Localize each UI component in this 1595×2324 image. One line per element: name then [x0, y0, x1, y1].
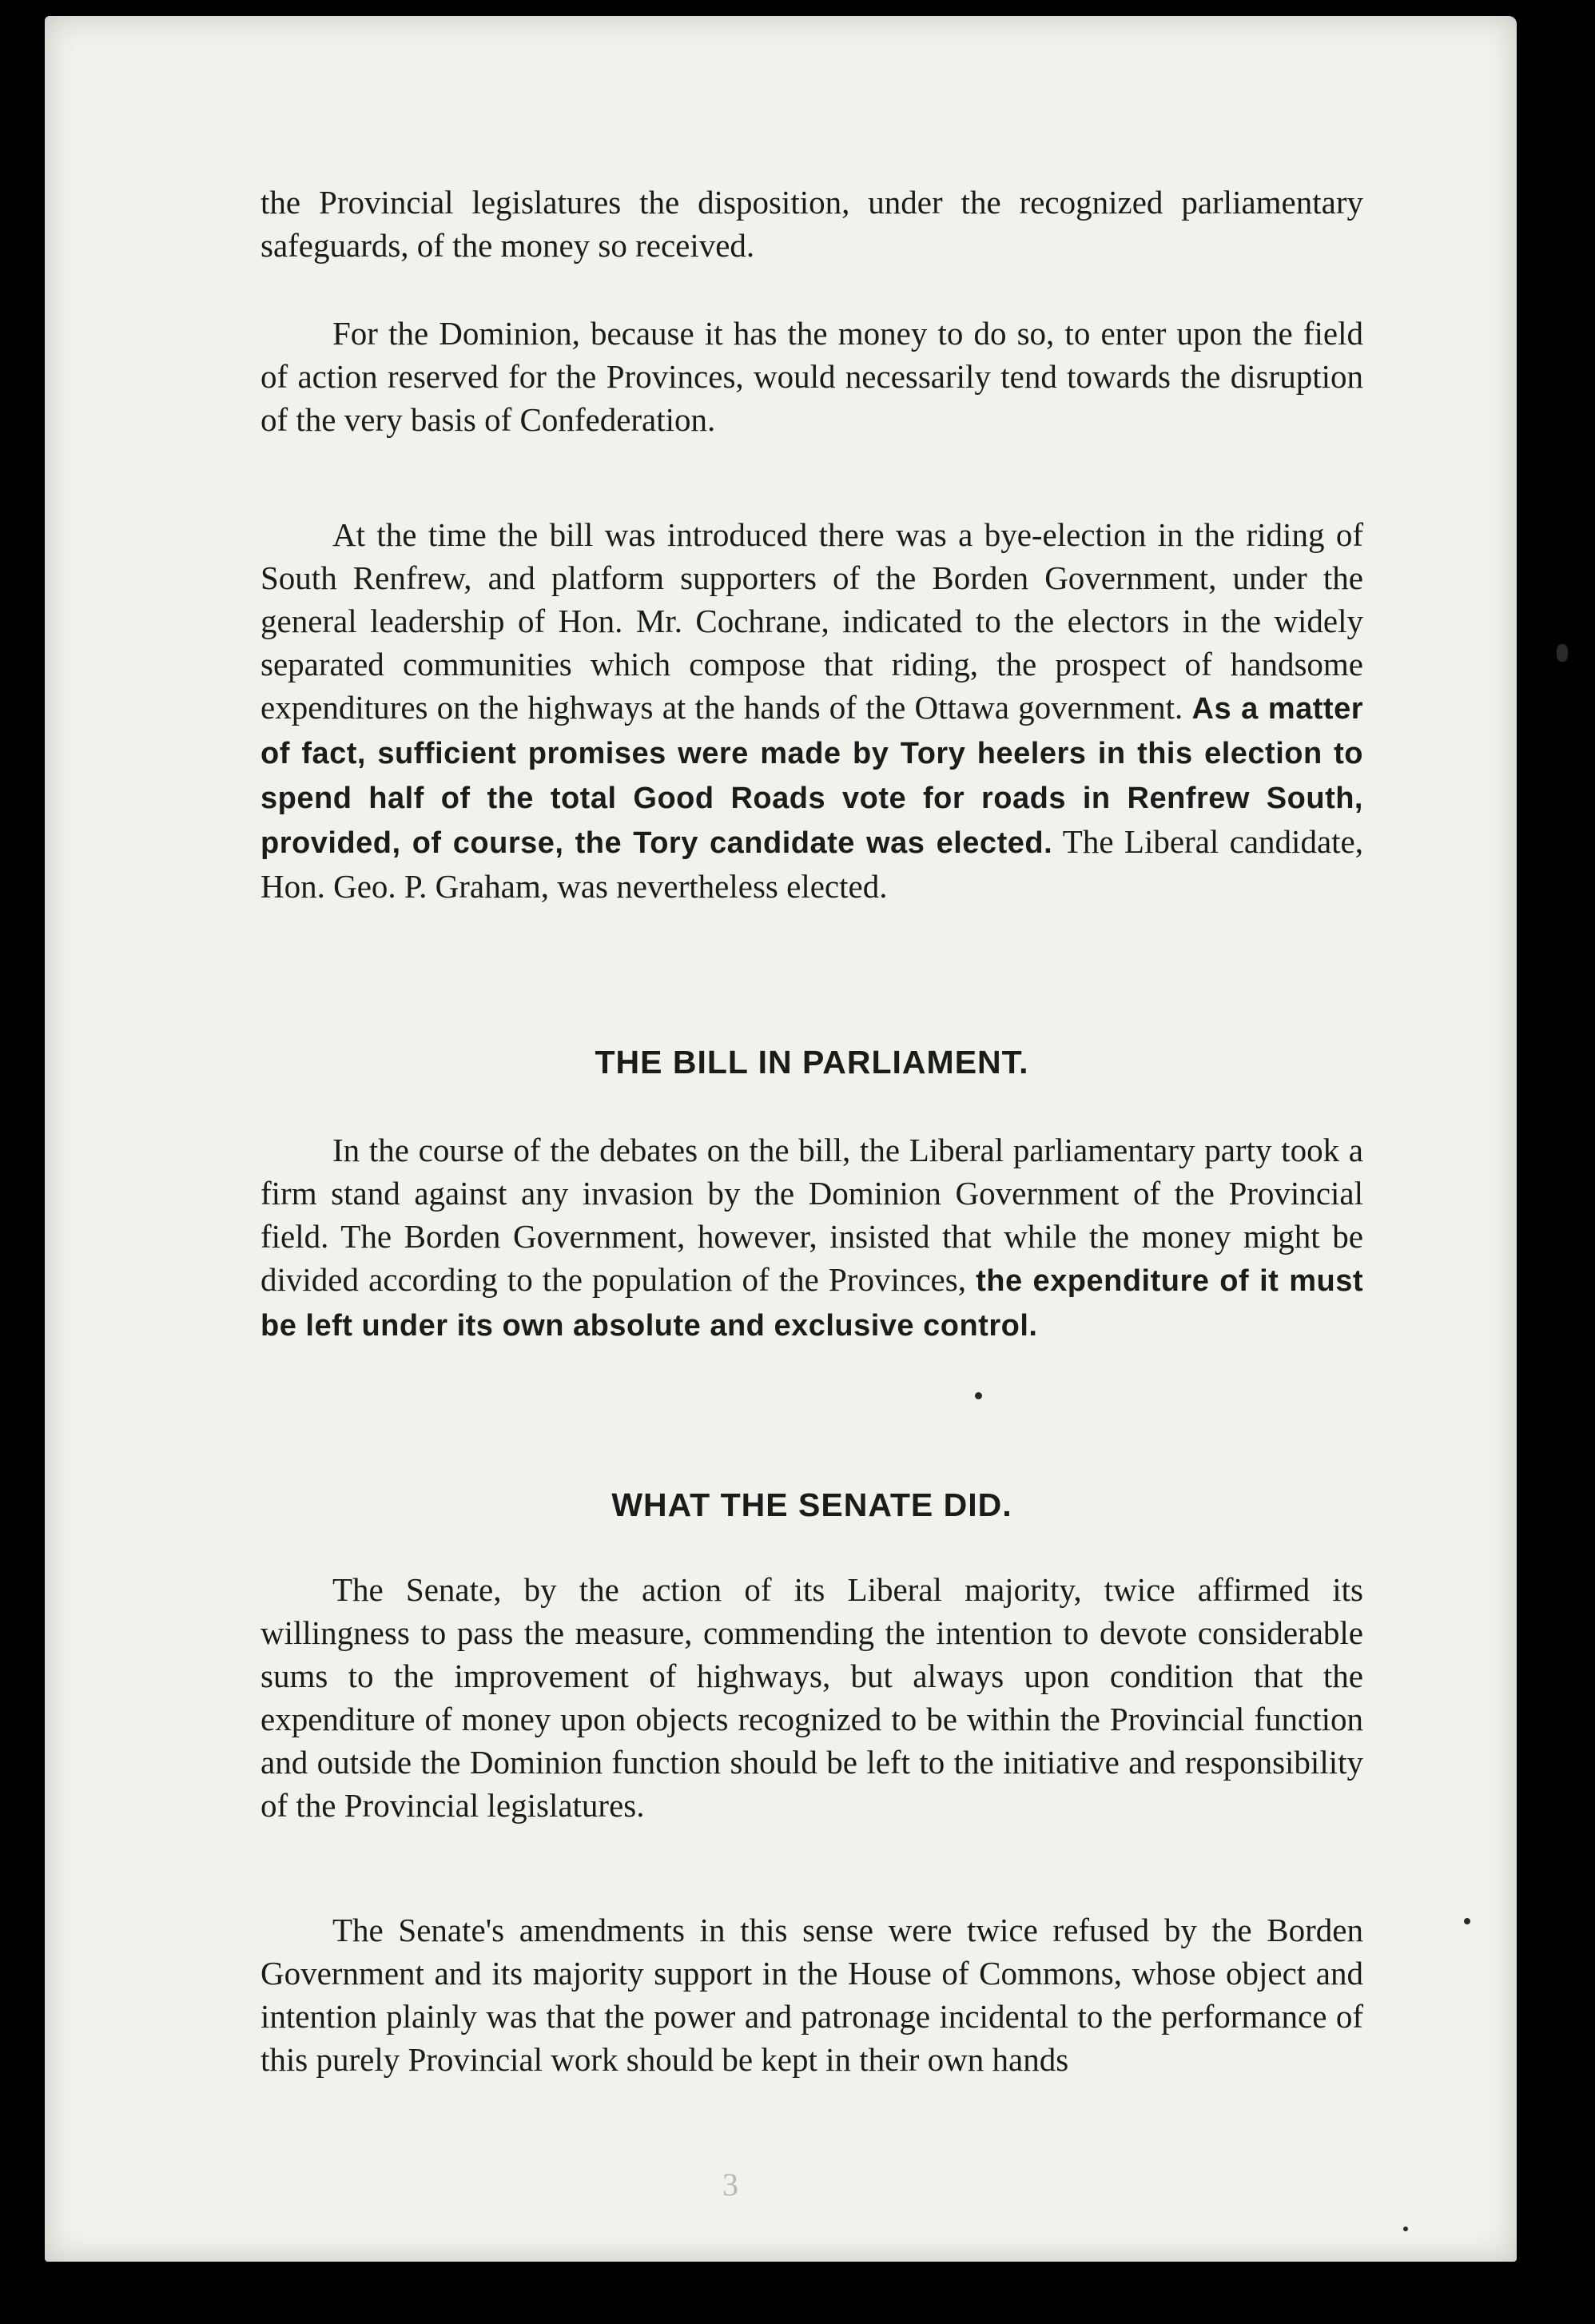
paragraph-6: The Senate's amendments in this sense were twice refused by the Borden Government and its majority support in the House of Commons, whose object and intention plainly was that the power and patronage incidental to the performance of this purely Provincial work should be kept in their own hands	[261, 1912, 1363, 2078]
paragraph-5: The Senate, by the action of its Liberal majority, twice affirmed its willingness to pass the measure, commending the intention to devote considerable sums to the improvement of highways, but always upon condition that the expenditure of money upon objects recognized to be within the Provincial function and outside the Dominion function should be left to the initiative and responsibility of the Provincial legislatures.	[261, 1571, 1363, 1824]
paragraph-4-bold: the expenditure of it must be left under its own absolute and exclusive control.	[261, 1264, 1364, 1343]
heading-what-the-senate-did: WHAT THE SENATE DID.	[611, 1486, 1012, 1523]
heading-bill-in-parliament: THE BILL IN PARLIAMENT.	[595, 1044, 1029, 1080]
paragraph-6-block	[261, 1908, 1363, 2081]
paragraph-3-plain: At the time the bill was introduced there was a bye-election in the riding of South Renfrew, and platform supporters of the Borden Government, under the general leadership of Hon. Mr. Cochrane, indicated to the electors in the widely separated communities which compose that riding, the prospect of handsome expenditures on the highways at the hands of the Ottawa government.	[261, 516, 1363, 726]
paragraph-2: For the Dominion, because it has the money to do so, to enter upon the field of action reserved for the Provinces, would necessarily tend towards the disruption of the very basis of Confederation.	[261, 315, 1363, 438]
ink-speck	[1403, 2227, 1408, 2231]
paragraph-3-end: The Liberal candidate, Hon. Geo. P. Graham, was nevertheless elected.	[261, 823, 1363, 905]
ink-speck	[1557, 644, 1568, 662]
paragraph-1: the Provincial legislatures the disposition, under the recognized parliamentary safeguards, of the money so received.	[261, 184, 1363, 264]
paragraph-3-bold: As a matter of fact, sufficient promises were made by Tory heelers in this election to spend half of the total Good Roads vote for roads in Renfrew South, provided, of course, the Tory candidate was elected.	[261, 692, 1363, 860]
paragraph-4	[261, 1128, 1363, 1347]
page-number: 3	[722, 2167, 738, 2203]
paragraph-4-block	[261, 1128, 1363, 1347]
paragraph-4-plain: In the course of the debates on the bill, the Liberal parliamentary party took a firm stand against any invasion by the Dominion Government of the Provincial field. The Borden Government, however, insisted that while the money might be divided according to the population of the Provinces,	[261, 1132, 1363, 1298]
paragraph-2-block	[261, 312, 1363, 441]
paragraph-3-block	[261, 513, 1363, 908]
ink-speck	[975, 1392, 982, 1399]
document-page	[45, 16, 1517, 2262]
paragraph-1-block	[261, 181, 1363, 267]
ink-speck	[1464, 1918, 1470, 1924]
paragraph-5-block	[261, 1568, 1363, 1827]
paragraph-3	[261, 513, 1363, 908]
